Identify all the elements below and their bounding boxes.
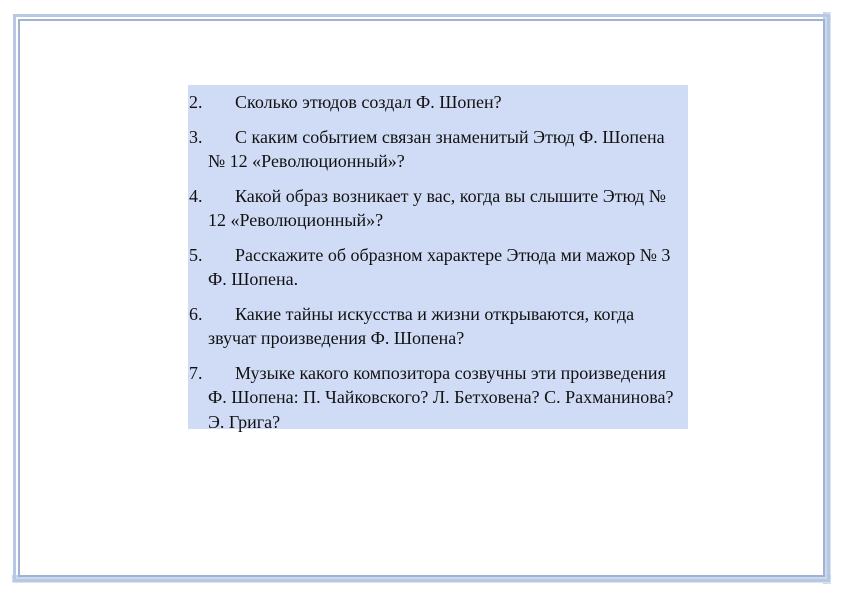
list-item: [188, 125, 688, 174]
list-item: [188, 243, 688, 292]
list-item: [188, 302, 688, 351]
question-number: 2.: [189, 92, 203, 112]
question-number: 3.: [189, 126, 203, 147]
question-text: Сколько этюдов создал Ф. Шопен?: [235, 92, 502, 112]
list-item: [188, 90, 688, 115]
question-number: 7.: [189, 362, 203, 383]
question-list: [188, 90, 688, 444]
list-item: [188, 361, 688, 435]
question-text: Расскажите об образном характере Этюда ми мажор № 3 Ф. Шопена.: [208, 244, 671, 289]
question-text: Какие тайны искусства и жизни открываются, когда звучат произведения Ф. Шопена?: [208, 303, 635, 348]
question-number: 4.: [189, 185, 203, 206]
question-list-box: [188, 85, 688, 432]
question-text: Музыке какого композитора созвучны эти произведения Ф. Шопена: П. Чайковского? Л. Бетховена? С. Рахманинова? Э. Грига?: [208, 362, 674, 432]
question-text: С каким событием связан знаменитый Этюд Ф. Шопена № 12 «Революционный»?: [208, 126, 665, 171]
question-text: Какой образ возникает у вас, когда вы слышите Этюд № 12 «Революционный»?: [208, 185, 666, 230]
question-number: 6.: [189, 303, 203, 324]
question-number: 5.: [189, 244, 203, 265]
list-item: [188, 184, 688, 233]
